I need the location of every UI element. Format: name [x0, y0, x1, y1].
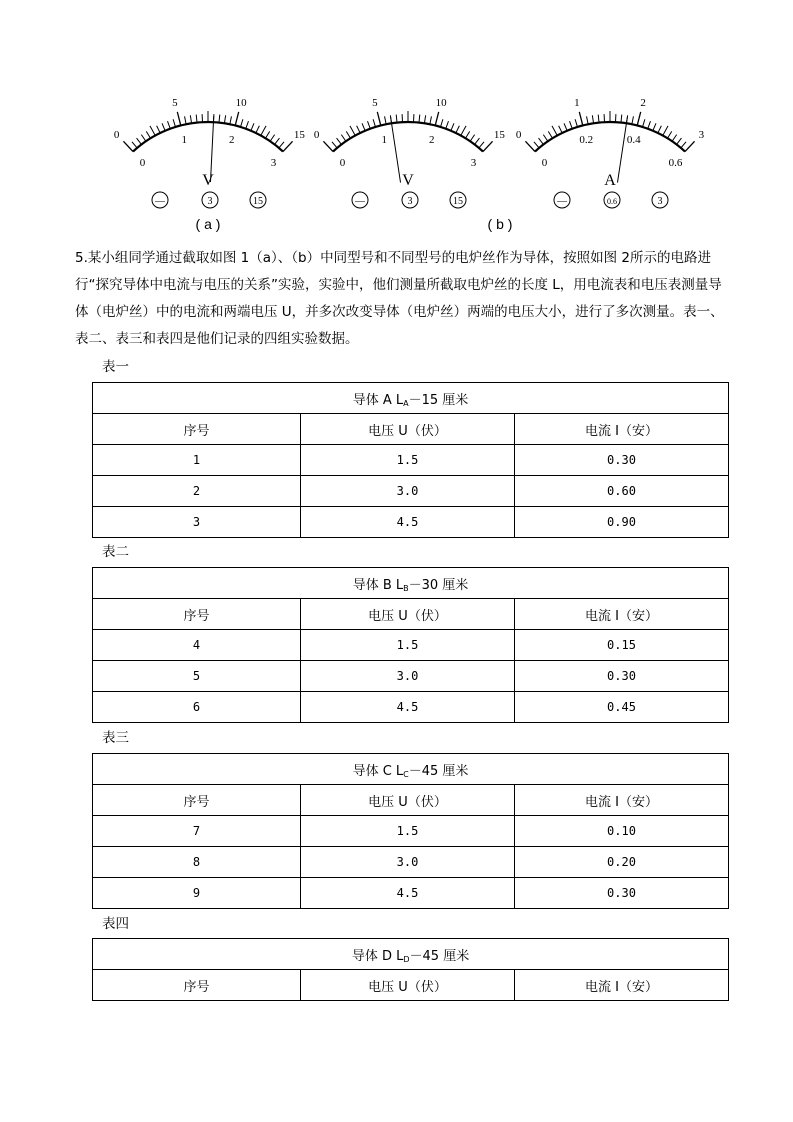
meter-c-inner-label: 0.6	[668, 156, 683, 169]
meter-a-caption: ( a )	[195, 216, 221, 232]
meter-c-tick	[637, 112, 640, 126]
cell-voltage: 3.0	[301, 847, 515, 878]
meter-b-tick	[368, 121, 371, 129]
cell-current: 0.10	[515, 816, 729, 847]
meter-a-tick	[123, 141, 133, 151]
cell-voltage: 4.5	[301, 507, 515, 538]
table-1-caption: 表一	[102, 359, 129, 375]
meter-c-tick	[548, 131, 552, 138]
meter-c-scale-arc	[535, 122, 685, 152]
meter-a-tick	[270, 135, 275, 142]
meter-a-tick	[177, 112, 180, 126]
meter-b-tick	[341, 135, 346, 142]
meter-a-tick	[157, 126, 160, 133]
table-title-row	[93, 383, 729, 414]
meter-c-terminal-label: 3	[657, 196, 663, 207]
meter-a-scale-arc	[133, 122, 283, 152]
table-title: 导体 A $L_A-15$ 厘米	[93, 383, 729, 414]
meter-b-caption: ( b )	[487, 216, 513, 232]
meter-b-inner-label: 1	[381, 133, 387, 146]
meter-b-tick	[483, 141, 493, 151]
table-row	[93, 816, 729, 847]
meter-a-tick	[246, 121, 249, 129]
table-row	[93, 630, 729, 661]
table-3-caption: 表三	[102, 730, 129, 746]
table-header-row	[93, 785, 729, 816]
cell-voltage: 1.5	[301, 816, 515, 847]
meter-b-tick	[479, 142, 484, 148]
meter-figure	[0, 0, 793, 240]
meter-c-tick	[543, 135, 548, 142]
meter-b-tick	[424, 115, 425, 123]
meter-c-needle	[617, 117, 627, 182]
meter-a-inner-label: 0	[139, 156, 146, 169]
table-header-row	[93, 599, 729, 630]
meter-c-tick	[653, 123, 656, 130]
table-header-row	[93, 970, 729, 1001]
meter-a-tick	[137, 138, 142, 144]
meter-a-tick	[261, 126, 266, 136]
table-title-row	[93, 939, 729, 970]
meter-a-tick	[283, 141, 293, 151]
meter-a-tick	[224, 115, 225, 123]
meter-a-tick	[173, 119, 175, 127]
meter-c-tick	[525, 141, 535, 151]
meter-b-inner-label: 0	[339, 156, 346, 169]
meter-a-tick	[150, 126, 155, 136]
cell-current: 0.45	[515, 692, 729, 723]
meter-c-terminal-label: 0.6	[607, 197, 617, 206]
table-row	[93, 661, 729, 692]
meter-a-tick	[219, 115, 220, 123]
meter-b-scale-arc	[333, 122, 483, 152]
meter-c-terminal-label: —	[557, 196, 567, 207]
table-row	[93, 692, 729, 723]
meter-b-tick	[337, 138, 342, 144]
meter-c-tick	[658, 126, 661, 133]
meter-b-inner-label: 3	[470, 156, 477, 169]
table-4-caption: 表四	[102, 916, 129, 932]
meter-b-outer-label: 10	[435, 97, 447, 110]
meter-c-outer-label: 2	[640, 97, 646, 110]
cell-index: 3	[93, 507, 301, 538]
cell-index: 2	[93, 476, 301, 507]
meter-c-tick	[685, 141, 695, 151]
meter-c-tick	[534, 142, 539, 148]
meter-b-tick	[435, 112, 438, 126]
column-header: 电流 I（安）	[515, 599, 729, 630]
meter-c-outer-label: 0	[515, 128, 522, 141]
meter-a-outer-label: 5	[172, 97, 178, 110]
cell-current: 0.90	[515, 507, 729, 538]
meter-a-tick	[266, 131, 270, 138]
table-title: 导体 B $L_B-30$ 厘米	[93, 568, 729, 599]
meter-b-needle	[391, 117, 401, 182]
cell-current: 0.30	[515, 445, 729, 476]
meter-a-tick	[251, 123, 254, 130]
meter-c-tick	[681, 142, 686, 148]
meter-a-tick	[235, 112, 238, 126]
meter-a-tick	[162, 123, 165, 130]
meter-b-outer-label: 5	[372, 97, 378, 110]
column-header: 电流 I（安）	[515, 785, 729, 816]
meter-c-tick	[672, 135, 677, 142]
meter-c-inner-label: 0.4	[626, 133, 641, 146]
table-4	[92, 938, 729, 1001]
table-row	[93, 476, 729, 507]
table-row	[93, 445, 729, 476]
cell-voltage: 4.5	[301, 878, 515, 909]
meter-a-tick	[230, 116, 232, 124]
meter-c-tick	[570, 121, 573, 129]
meter-b-symbol: V	[402, 172, 414, 189]
meter-a-outer-label: 10	[235, 97, 247, 110]
table-2-caption: 表二	[102, 544, 129, 560]
column-header: 电压 U（伏）	[301, 599, 515, 630]
meter-c-outer-label: 3	[698, 128, 705, 141]
table-title-row	[93, 754, 729, 785]
cell-voltage: 3.0	[301, 476, 515, 507]
cell-voltage: 1.5	[301, 630, 515, 661]
cell-current: 0.15	[515, 630, 729, 661]
meter-b-tick	[373, 119, 375, 127]
meter-c-symbol: A	[604, 172, 616, 189]
problem-text: 5.某小组同学通过截取如图 1（a）、（b）中同型号和不同型号的电炉丝作为导体，按照如图 2所示的电路进行“探究导体中电流与电压的关系”实验，实验中，他们测量所截取电炉丝的长度 L，用电流表和电压表测量导体（电炉丝）中的电流和两端电压 U，并多次改变导体（电炉丝）两端的电压大小，进行了多次测量。表一、表二、表三和表四是他们记录的四组实验数据。	[75, 250, 724, 347]
meter-b-tick	[357, 126, 360, 133]
meter-b-tick	[451, 123, 454, 130]
meter-c-tick	[579, 112, 582, 126]
meter-a-tick	[141, 135, 146, 142]
meter-b-terminal-label: 3	[407, 196, 413, 207]
meter-a-tick	[279, 142, 284, 148]
meter-c-tick	[632, 116, 634, 124]
column-header: 电压 U（伏）	[301, 970, 515, 1001]
cell-index: 6	[93, 692, 301, 723]
meter-b-tick	[461, 126, 466, 136]
meter-b-outer-label: 15	[493, 128, 505, 141]
table-title-row	[93, 568, 729, 599]
meter-c-tick	[552, 126, 557, 136]
table-row	[93, 847, 729, 878]
cell-voltage: 4.5	[301, 692, 515, 723]
table-header-row	[93, 414, 729, 445]
cell-voltage: 1.5	[301, 445, 515, 476]
meter-a-terminal-label: —	[155, 196, 165, 207]
meter-b-tick	[441, 119, 443, 127]
table-row	[93, 878, 729, 909]
cell-index: 5	[93, 661, 301, 692]
meter-b-tick	[377, 112, 380, 126]
cell-current: 0.60	[515, 476, 729, 507]
meter-c-tick	[643, 119, 645, 127]
meter-c-tick	[564, 123, 567, 130]
meter-a-tick	[132, 142, 137, 148]
meter-b-tick	[323, 141, 333, 151]
column-header: 序号	[93, 970, 301, 1001]
meter-a-tick	[275, 138, 280, 144]
cell-current: 0.20	[515, 847, 729, 878]
meter-a-inner-label: 3	[270, 156, 277, 169]
meter-c-tick	[621, 115, 622, 123]
meter-b-tick	[346, 131, 350, 138]
column-header: 序号	[93, 785, 301, 816]
meter-b-terminal-label: 15	[453, 196, 463, 207]
meter-b-inner-label: 2	[429, 133, 435, 146]
meter-c-tick	[668, 131, 672, 138]
cell-index: 4	[93, 630, 301, 661]
table-2	[92, 567, 729, 723]
meter-a-tick	[196, 115, 197, 123]
meter-c-tick	[663, 126, 668, 136]
meter-b-tick	[396, 115, 397, 123]
meter-a-tick	[241, 119, 243, 127]
meter-c-tick	[598, 115, 599, 123]
meter-b-tick	[385, 116, 387, 124]
meter-b-outer-label: 0	[313, 128, 320, 141]
meter-c-inner-label: 0.2	[579, 133, 594, 146]
cell-voltage: 3.0	[301, 661, 515, 692]
cell-index: 1	[93, 445, 301, 476]
meter-b-terminal-label: —	[355, 196, 365, 207]
column-header: 电压 U（伏）	[301, 414, 515, 445]
meter-c-tick	[539, 138, 544, 144]
meter-a-terminal-label: 3	[207, 196, 213, 207]
table-title: 导体 D $L_D-45$ 厘米	[93, 939, 729, 970]
meter-a-outer-label: 15	[293, 128, 305, 141]
meter-b-tick	[446, 121, 449, 129]
meter-c-tick	[559, 126, 562, 133]
cell-index: 7	[93, 816, 301, 847]
meter-a-tick	[256, 126, 259, 133]
table-row	[93, 507, 729, 538]
meter-a-inner-label: 1	[181, 133, 187, 146]
cell-current: 0.30	[515, 661, 729, 692]
meter-a-tick	[146, 131, 150, 138]
meter-a-symbol: V	[202, 172, 214, 189]
column-header: 电流 I（安）	[515, 414, 729, 445]
cell-current: 0.30	[515, 878, 729, 909]
column-header: 电压 U（伏）	[301, 785, 515, 816]
meter-b-tick	[332, 142, 337, 148]
meter-c-tick	[648, 121, 651, 129]
column-header: 电流 I（安）	[515, 970, 729, 1001]
meter-c-outer-label: 1	[574, 97, 580, 110]
meter-b-tick	[430, 116, 432, 124]
table-3	[92, 753, 729, 909]
meter-b-tick	[470, 135, 475, 142]
table-title: 导体 C $L_C-45$ 厘米	[93, 754, 729, 785]
meter-c-tick	[677, 138, 682, 144]
table-1	[92, 382, 729, 538]
cell-index: 8	[93, 847, 301, 878]
column-header: 序号	[93, 414, 301, 445]
meter-b-tick	[362, 123, 365, 130]
meter-a-terminal-label: 15	[253, 196, 263, 207]
column-header: 序号	[93, 599, 301, 630]
meter-b-tick	[456, 126, 459, 133]
meter-b-tick	[475, 138, 480, 144]
meter-a-outer-label: 0	[113, 128, 120, 141]
meter-a-tick	[168, 121, 171, 129]
meter-c-tick	[587, 116, 589, 124]
meter-c-inner-label: 0	[541, 156, 548, 169]
cell-index: 9	[93, 878, 301, 909]
meter-c-tick	[575, 119, 577, 127]
meter-c-tick	[592, 115, 593, 123]
meter-b-tick	[350, 126, 355, 136]
meter-a-tick	[190, 115, 191, 123]
meter-a-tick	[185, 116, 187, 124]
meter-a-inner-label: 2	[229, 133, 235, 146]
meter-b-tick	[466, 131, 470, 138]
meter-b-tick	[419, 115, 420, 123]
